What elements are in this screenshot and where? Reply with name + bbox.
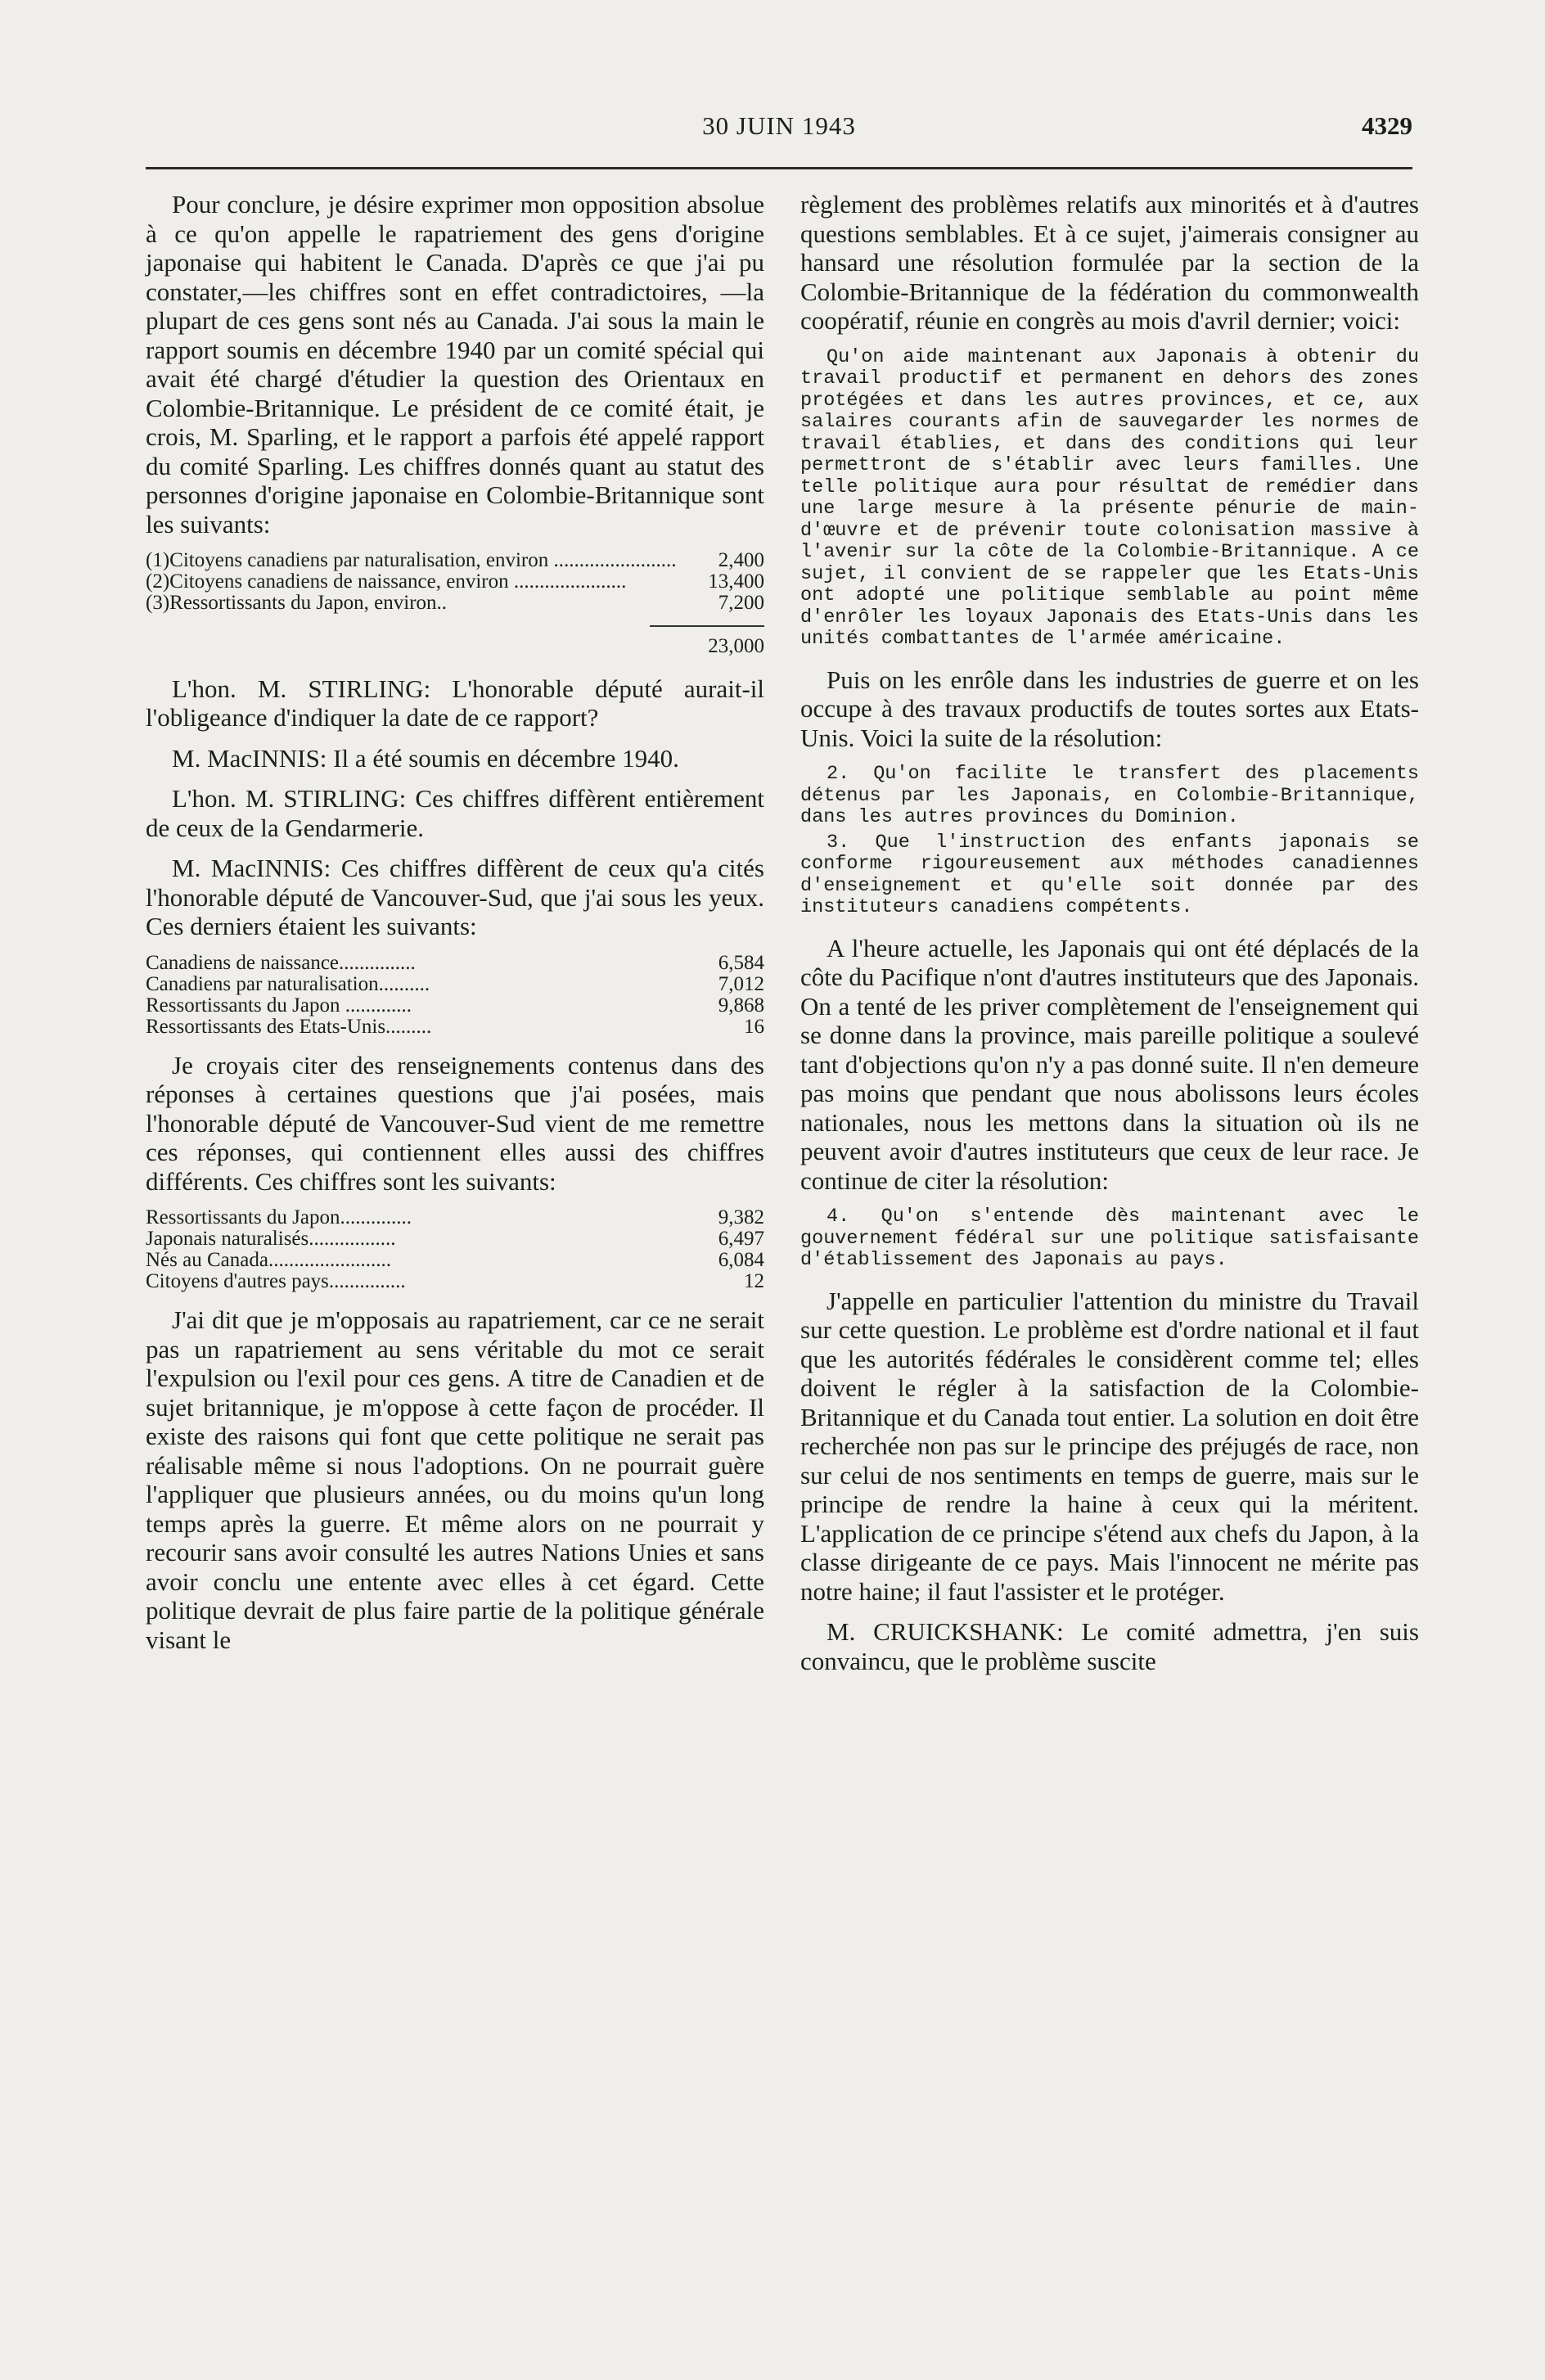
row-value: 9,382 — [718, 1206, 764, 1228]
left-column — [146, 190, 764, 1666]
row-label: Ressortissants des Etats-Unis......... — [146, 1015, 432, 1038]
row-number: (2) — [146, 570, 170, 593]
paragraph: L'hon. M. STIRLING: L'honorable député aurait-il l'obligeance d'indiquer la date de ce rapport? — [146, 674, 764, 732]
right-column — [800, 190, 1419, 1687]
page-date: 30 JUIN 1943 — [702, 111, 856, 140]
row-value: 2,400 — [718, 549, 764, 571]
row-label: Citoyens canadiens de naissance, environ ...................... — [169, 570, 627, 593]
status-table-vancouver — [146, 953, 764, 1038]
paragraph: A l'heure actuelle, les Japonais qui ont été déplacés de la côte du Pacifique n'ont d'autres instituteurs que des Japonais. On a tenté de les priver complètement de l'enseignement qui se donne dans la province, mais pareille politique a soulevé tant d'objections qu'on n'y a pas donné suite. Il n'en demeure pas moins que pendant que nous abolissons leurs écoles nationales, nous les mettons dans la situation où ils ne peuvent avoir d'autres instituteurs que ceux de leur race. Je continue de citer la résolution: — [800, 933, 1419, 1195]
row-label: Ressortissants du Japon ............. — [146, 994, 412, 1016]
table-row — [146, 550, 764, 571]
row-value: 9,868 — [718, 994, 764, 1016]
table-row — [146, 1228, 764, 1250]
page-number: 4329 — [1362, 111, 1412, 140]
row-label: Ressortissants du Japon.............. — [146, 1206, 412, 1228]
table-row — [146, 953, 764, 974]
row-label: Ressortissants du Japon, environ.. — [169, 592, 448, 614]
paragraph: M. MacINNIS: Ces chiffres diffèrent de ceux qu'a cités l'honorable député de Vancouver-Sud, que j'ai sous les yeux. Ces derniers étaient les suivants: — [146, 854, 764, 940]
row-value: 7,012 — [718, 972, 764, 995]
row-value: 13,400 — [708, 570, 764, 593]
row-label: Citoyens canadiens par naturalisation, environ ........................ — [169, 549, 677, 571]
total-value: 23,000 — [650, 625, 764, 661]
row-value: 6,084 — [718, 1249, 764, 1271]
row-label: Canadiens par naturalisation.......... — [146, 972, 430, 995]
paragraph: Je croyais citer des renseignements contenus dans des réponses à certaines questions que j'ai posées, mais l'honorable député de Vancouver-Sud vient de me remettre ces réponses, qui contiennent elles aussi des chiffres différents. Ces chiffres sont les suivants: — [146, 1050, 764, 1196]
row-label: Citoyens d'autres pays............... — [146, 1270, 406, 1292]
table-total — [146, 625, 764, 661]
row-value: 7,200 — [718, 592, 764, 614]
paragraph: L'hon. M. STIRLING: Ces chiffres diffèrent entièrement de ceux de la Gendarmerie. — [146, 784, 764, 842]
paragraph: Pour conclure, je désire exprimer mon opposition absolue à ce qu'on appelle le rapatriement des gens d'origine japonaise qui habitent le Canada. D'après ce que j'ai pu constater,—les chiffres sont en effet contradictoires, —la plupart de ces gens sont nés au Canada. J'ai sous la main le rapport soumis en décembre 1940 par un comité spécial qui avait été chargé d'étudier la question des Orientaux en Colombie-Britannique. Le président de ce comité était, je crois, M. Sparling, et le rapport a parfois été appelé rapport du comité Sparling. Les chiffres donnés quant au statut des personnes d'origine japonaise en Colombie-Britannique sont les suivants: — [146, 190, 764, 539]
table-row — [146, 1271, 764, 1292]
status-table-sparling — [146, 550, 764, 614]
page-header — [146, 111, 1412, 157]
paragraph: M. CRUICKSHANK: Le comité admettra, j'en suis convaincu, que le problème suscite — [800, 1617, 1419, 1675]
table-row — [146, 1016, 764, 1038]
paragraph: J'ai dit que je m'opposais au rapatriement, car ce ne serait pas un rapatriement au sens véritable du mot ce serait l'expulsion ou l'exil pour ces gens. A titre de Canadien et de sujet britannique, je m'oppose à cette façon de procéder. Il existe des raisons qui font que cette politique ne serait pas réalisable même si nous l'adoptions. On ne pourrait guère l'appliquer que plusieurs années, ou du moins qu'un long temps après la guerre. Et même alors on ne pourrait y recourir sans avoir consulté les autres Nations Unies et sans avoir conclu une entente avec elles à cet égard. Cette politique devrait de plus faire partie de la politique générale visant le — [146, 1305, 764, 1654]
row-value: 12 — [744, 1270, 764, 1292]
row-label: Canadiens de naissance............... — [146, 951, 416, 974]
row-value: 16 — [744, 1015, 764, 1038]
row-number: (3) — [146, 592, 170, 614]
paragraph: M. MacINNIS: Il a été soumis en décembre 1940. — [172, 743, 679, 773]
row-label: Japonais naturalisés................. — [146, 1228, 396, 1250]
paragraph: règlement des problèmes relatifs aux minorités et à d'autres questions semblables. Et à ce sujet, j'aimerais consigner au hansard une résolution formulée par la section de la Colombie-Britannique de la fédération du commonwealth coopératif, réunie en congrès au mois d'avril dernier; voici: — [800, 190, 1419, 335]
row-value: 6,497 — [718, 1228, 764, 1250]
resolution-quote: 4. Qu'on s'entende dès maintenant avec le gouvernement fédéral sur une politique satisfaisante d'établissement des Japonais au pays. — [800, 1206, 1419, 1271]
table-row — [146, 1250, 764, 1271]
resolution-quote: Qu'on aide maintenant aux Japonais à obtenir du travail productif et permanent en dehors des zones protégées et dans les autres provinces, et ce, aux salaires courants afin de sauvegarder les normes de travail établies, et dans des conditions qui leur permettront de s'établir avec leurs familles. Une telle politique aura pour résultat de remédier dans une large mesure à la présente pénurie de main-d'œuvre et de prévenir toute colonisation massive à l'avenir sur la côte de la Colombie-Britannique. A ce sujet, il convient de se rappeler que les Etats-Unis ont adopté une politique semblable au point même d'enrôler les loyaux Japonais des Etats-Unis dans les unités combattantes de l'armée américaine. — [800, 345, 1419, 650]
header-rule — [146, 167, 1412, 169]
row-number: (1) — [146, 549, 170, 571]
table-row — [146, 1207, 764, 1228]
resolution-quote: 2. Qu'on facilite le transfert des placements détenus par les Japonais, en Colombie-Britannique, dans les autres provinces du Dominion. — [800, 763, 1419, 828]
table-row — [146, 571, 764, 593]
resolution-quote: 3. Que l'instruction des enfants japonais se conforme rigoureusement aux méthodes canadiennes d'enseignement et qu'elle soit donnée par des instituteurs canadiens compétents. — [800, 831, 1419, 918]
paragraph: J'appelle en particulier l'attention du ministre du Travail sur cette question. Le problème est d'ordre national et il faut que les autorités fédérales le considèrent comme tel; elles doivent le régler à la satisfaction de la Colombie-Britannique et du Canada tout entier. La solution en doit être recherchée non pas sur le principe des préjugés de race, non sur celui de nos sentiments en temps de guerre, mais sur le principe de rendre la haine à ceux qui la méritent. L'application de ce principe s'étend aux chefs du Japon, à la classe dirigeante de ce pays. Mais l'innocent ne mérite pas notre haine; il faut l'assister et le protéger. — [800, 1286, 1419, 1606]
table-row — [146, 974, 764, 995]
status-table-answers — [146, 1207, 764, 1292]
row-value: 6,584 — [718, 951, 764, 974]
table-row — [146, 995, 764, 1016]
table-row — [146, 593, 764, 614]
row-label: Nés au Canada........................ — [146, 1249, 391, 1271]
paragraph: Puis on les enrôle dans les industries de guerre et on les occupe à des travaux productifs de toutes sortes aux Etats-Unis. Voici la suite de la résolution: — [800, 665, 1419, 752]
